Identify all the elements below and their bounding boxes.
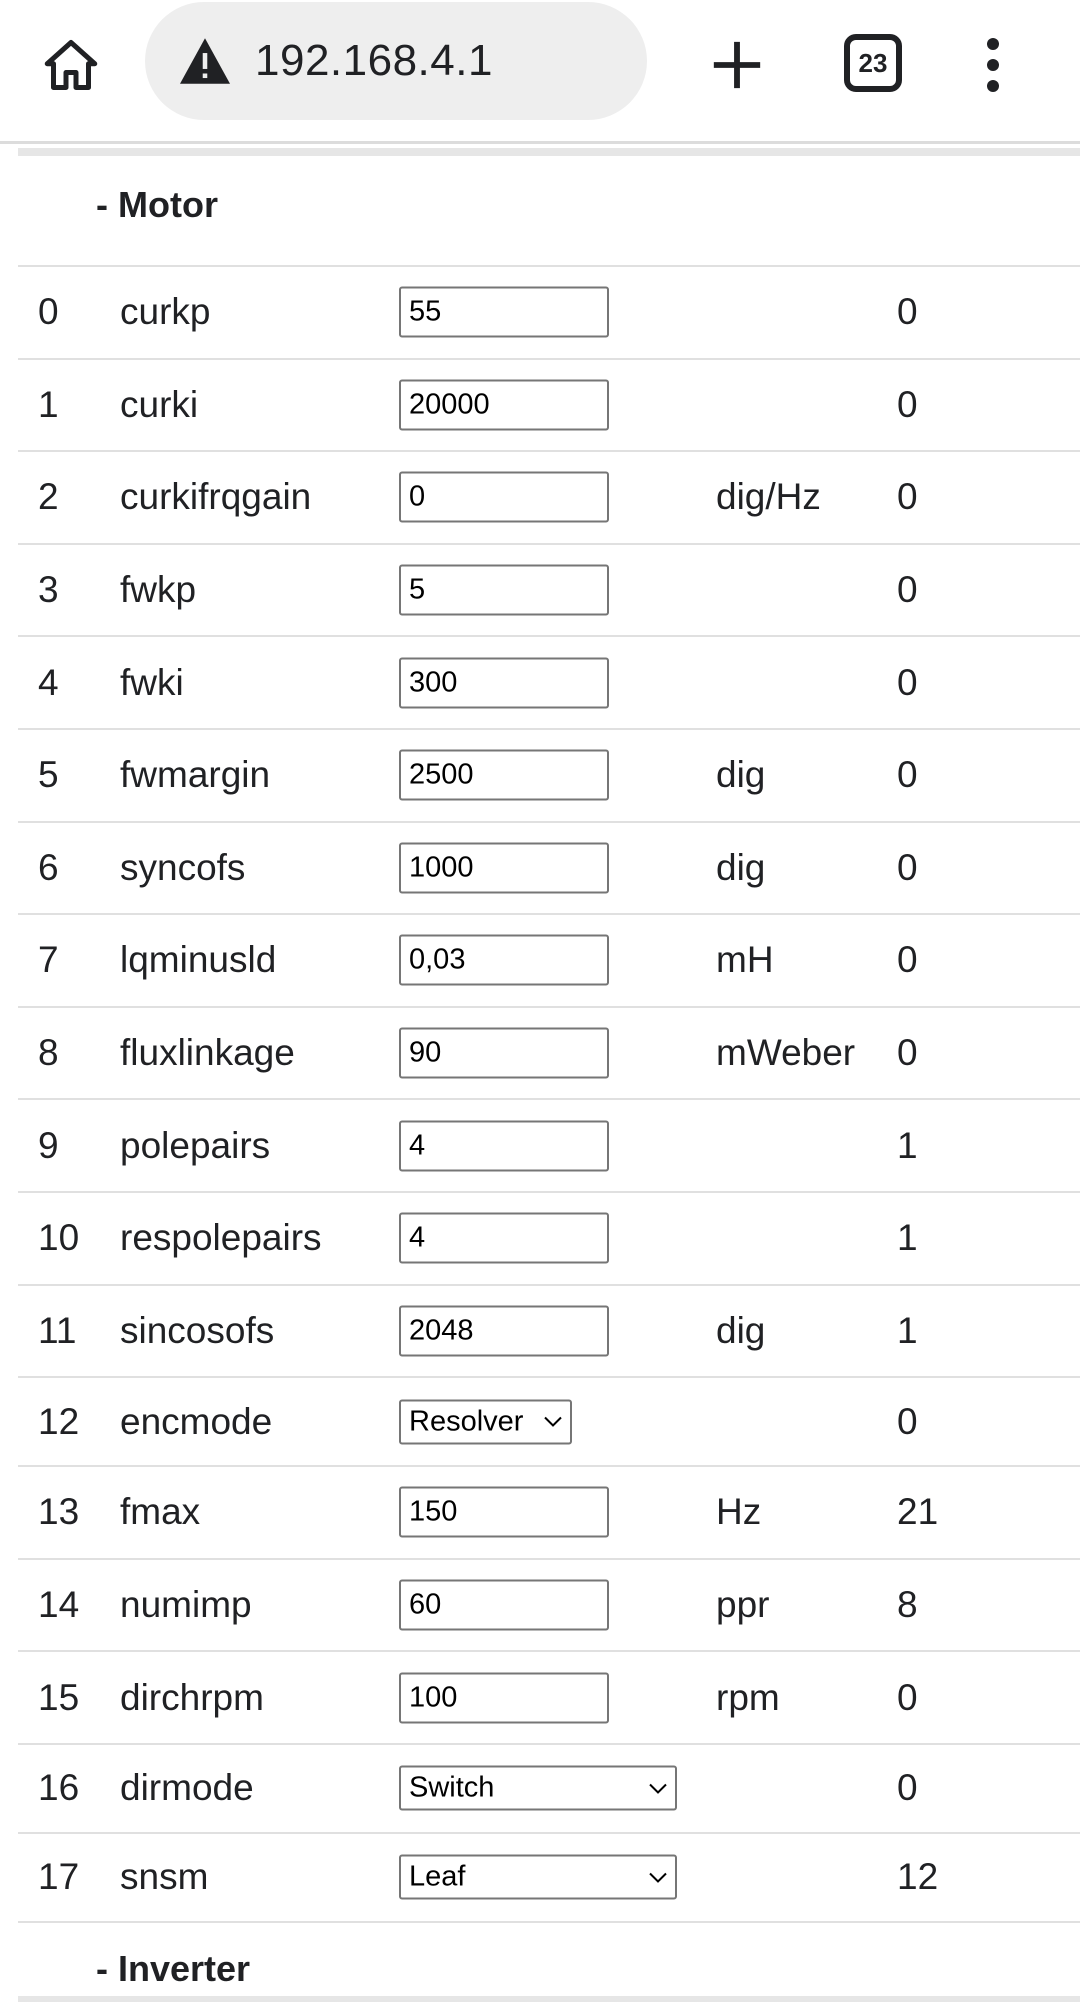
- table-row: [18, 1652, 1080, 1745]
- param-name: fwki: [120, 661, 184, 703]
- row-index: 11: [38, 1309, 77, 1351]
- spot-value: 0: [897, 939, 918, 981]
- param-unit: mWeber: [716, 1032, 856, 1074]
- param-unit: dig: [716, 1309, 766, 1351]
- spot-value: 0: [897, 846, 918, 888]
- param-unit: Hz: [716, 1491, 762, 1533]
- param-value-input[interactable]: [399, 287, 609, 338]
- spot-value: 0: [897, 476, 918, 518]
- table-row: [18, 545, 1080, 638]
- param-name: fmax: [120, 1491, 201, 1533]
- param-name: fluxlinkage: [120, 1032, 295, 1074]
- table-row: [18, 267, 1080, 360]
- home-icon: [41, 35, 101, 95]
- param-value-input[interactable]: [399, 1028, 609, 1079]
- param-value-input[interactable]: [399, 1580, 609, 1631]
- spot-value: 0: [897, 291, 918, 333]
- table-row: [18, 1100, 1080, 1193]
- spot-value: 0: [897, 1400, 918, 1442]
- param-name: polepairs: [120, 1124, 271, 1166]
- row-index: 0: [38, 291, 59, 333]
- param-name: lqminusld: [120, 939, 277, 981]
- param-unit: mH: [716, 939, 774, 981]
- table-row: [18, 1193, 1080, 1286]
- table-row: [18, 915, 1080, 1008]
- param-value-input[interactable]: [399, 1672, 609, 1723]
- row-index: 3: [38, 569, 59, 611]
- param-value-input[interactable]: [399, 472, 609, 523]
- param-value-input[interactable]: [399, 750, 609, 801]
- param-value-input[interactable]: [399, 1120, 609, 1171]
- spot-value: 1: [897, 1217, 918, 1259]
- table-row: [18, 1378, 1080, 1467]
- param-unit: ppr: [716, 1584, 770, 1626]
- param-name: curki: [120, 383, 199, 425]
- spot-value: 0: [897, 383, 918, 425]
- param-value-input[interactable]: [399, 935, 609, 986]
- param-unit: dig/Hz: [716, 476, 821, 518]
- divider: [18, 1996, 1080, 2002]
- table-row: [18, 637, 1080, 730]
- param-name: curkifrqgain: [120, 476, 312, 518]
- row-index: 4: [38, 661, 59, 703]
- row-index: 13: [38, 1491, 80, 1533]
- browser-toolbar: [0, 0, 1080, 144]
- table-row: [18, 1834, 1080, 1923]
- param-unit: dig: [716, 754, 766, 796]
- section-title: - Motor: [96, 184, 218, 225]
- new-tab-button[interactable]: [700, 28, 774, 102]
- param-name: dirmode: [120, 1767, 254, 1809]
- spot-value: 0: [897, 661, 918, 703]
- row-index: 7: [38, 939, 59, 981]
- spot-value: 0: [897, 1767, 918, 1809]
- chevron-down-icon: [544, 1413, 562, 1431]
- row-index: 2: [38, 476, 59, 518]
- more-vert-icon[interactable]: [968, 28, 1018, 102]
- url-text: 192.168.4.1: [255, 36, 493, 85]
- spot-value: 0: [897, 1032, 918, 1074]
- param-value-input[interactable]: [399, 565, 609, 616]
- param-value-input[interactable]: [399, 842, 609, 893]
- spot-value: 0: [897, 754, 918, 796]
- param-name: numimp: [120, 1584, 252, 1626]
- spot-value: 0: [897, 569, 918, 611]
- parameter-table: [18, 267, 1080, 1923]
- chevron-down-icon: [649, 1868, 667, 1886]
- address-bar[interactable]: [145, 2, 647, 120]
- spot-value: 21: [897, 1491, 939, 1533]
- table-row: [18, 823, 1080, 916]
- table-row: [18, 1286, 1080, 1379]
- param-name: fwmargin: [120, 754, 271, 796]
- spot-value: 1: [897, 1124, 918, 1166]
- param-value-input[interactable]: [399, 1487, 609, 1538]
- spot-value: 8: [897, 1584, 918, 1626]
- table-row: [18, 452, 1080, 545]
- param-name: sincosofs: [120, 1309, 275, 1351]
- row-index: 6: [38, 846, 59, 888]
- param-name: curkp: [120, 291, 211, 333]
- tab-switcher-button[interactable]: [844, 34, 902, 92]
- next-section-title: - Inverter: [96, 1948, 251, 1989]
- row-index: 9: [38, 1124, 59, 1166]
- param-value-input[interactable]: [399, 379, 609, 430]
- home-button[interactable]: [34, 28, 108, 102]
- param-name: syncofs: [120, 846, 246, 888]
- row-index: 1: [38, 383, 59, 425]
- table-row: [18, 360, 1080, 453]
- select-value: Leaf: [409, 1860, 466, 1893]
- select-value: Resolver: [409, 1405, 524, 1438]
- row-index: 10: [38, 1217, 80, 1259]
- row-index: 12: [38, 1400, 80, 1442]
- param-unit: dig: [716, 846, 766, 888]
- table-row: [18, 1560, 1080, 1653]
- tab-count: 23: [858, 47, 888, 78]
- plus-icon: [710, 38, 764, 92]
- table-row: [18, 730, 1080, 823]
- chevron-down-icon: [649, 1779, 667, 1797]
- row-index: 8: [38, 1032, 59, 1074]
- param-name: dirchrpm: [120, 1676, 264, 1718]
- row-index: 16: [38, 1767, 80, 1809]
- param-value-select[interactable]: [399, 1855, 677, 1900]
- row-index: 15: [38, 1676, 80, 1718]
- param-name: fwkp: [120, 569, 197, 611]
- spot-value: 0: [897, 1676, 918, 1718]
- warning-icon[interactable]: [177, 36, 233, 86]
- param-value-input[interactable]: [399, 657, 609, 708]
- page-content: [0, 144, 1080, 2002]
- param-value-select[interactable]: [399, 1399, 572, 1444]
- param-name: encmode: [120, 1400, 273, 1442]
- table-row: [18, 1008, 1080, 1101]
- table-row: [18, 1467, 1080, 1560]
- row-index: 14: [38, 1584, 80, 1626]
- param-name: snsm: [120, 1856, 209, 1898]
- param-value-input[interactable]: [399, 1305, 609, 1356]
- param-unit: rpm: [716, 1676, 780, 1718]
- param-value-select[interactable]: [399, 1766, 677, 1811]
- spot-value: 12: [897, 1856, 939, 1898]
- param-value-input[interactable]: [399, 1213, 609, 1264]
- table-row: [18, 1745, 1080, 1834]
- divider: [18, 148, 1080, 156]
- row-index: 5: [38, 754, 59, 796]
- spot-value: 1: [897, 1309, 918, 1351]
- select-value: Switch: [409, 1771, 495, 1804]
- param-name: respolepairs: [120, 1217, 322, 1259]
- row-index: 17: [38, 1856, 80, 1898]
